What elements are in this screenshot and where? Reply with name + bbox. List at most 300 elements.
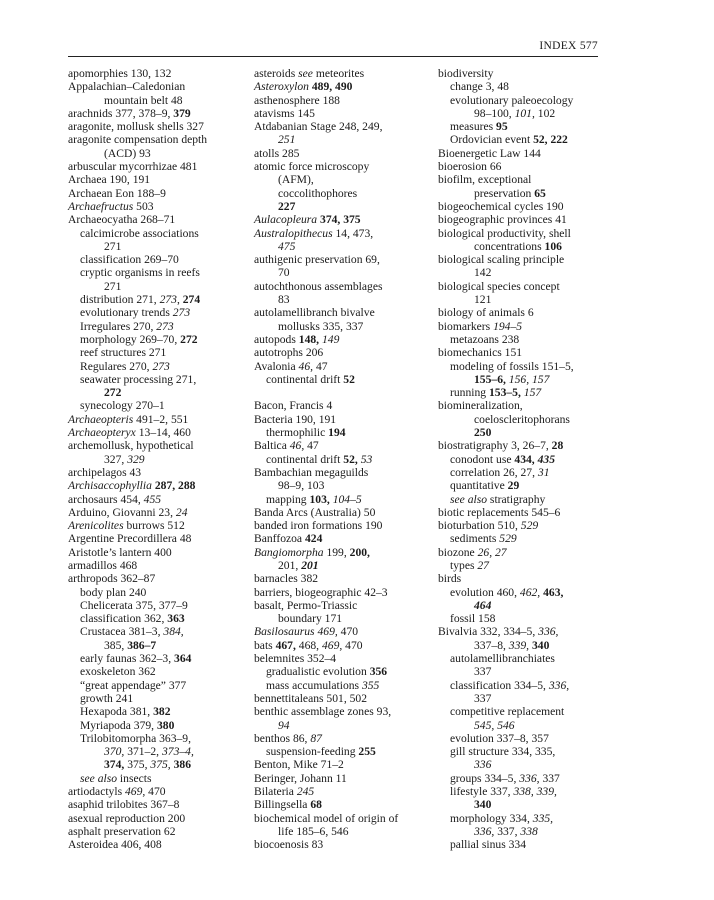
index-entry [438,732,618,745]
index-text: biochemical model of origin of [254,811,399,825]
index-text: stratigraphy [487,492,546,506]
index-entry [68,466,243,479]
index-entry [254,758,432,771]
index-entry [68,173,243,186]
index-entry [68,360,243,373]
index-text: change 3, 48 [450,80,509,94]
index-entry [438,439,618,452]
index-entry [438,798,618,811]
index-entry [68,745,243,758]
index-entry [438,679,618,692]
index-entry [438,546,618,559]
index-entry [68,546,243,559]
index-entry [438,719,618,732]
section-gap [254,386,432,399]
index-text: atolls 285 [254,146,300,160]
index-text: 153–5, [488,386,521,400]
index-text: 467, [275,638,296,652]
index-entry [68,825,243,838]
index-entry [254,625,432,638]
index-text: Trilobitomorpha 363–9, [80,731,192,745]
index-entry [438,147,618,160]
index-entry [254,227,432,240]
index-text: Appalachian–Caledonian [68,80,186,94]
index-text: 386 [173,758,191,772]
index-text: 338 [520,824,538,838]
index-text: 469, [321,638,343,652]
index-text: biotic replacements 545–6 [438,505,561,519]
index-text: pallial sinus 334 [450,838,526,852]
index-text: asteroids [254,67,299,80]
index-entry [68,213,243,226]
index-text: 272 [104,386,122,400]
index-entry [68,838,243,851]
index-text: Bangiomorpha [254,545,324,559]
index-entry [254,107,432,120]
index-text: 424 [304,532,323,546]
index-text: 380 [156,718,175,732]
index-entry [254,798,432,811]
index-text: mollusks 335, 337 [278,319,364,333]
index-text: biocoenosis 83 [254,838,324,852]
index-text: 475 [278,239,296,253]
index-text: biofilm, exceptional [438,173,532,187]
index-text: Arduino, Giovanni 23, [68,505,176,519]
index-entry [438,320,618,333]
index-text: synecology 270–1 [80,399,165,413]
index-text: 336, [519,771,540,785]
index-entry [438,532,618,545]
index-text: basalt, Permo-Triassic [254,598,358,612]
index-text: biodiversity [438,67,494,80]
index-text: burrows 512 [123,519,185,533]
index-text: evolution 337–8, 357 [450,731,549,745]
index-entry [438,506,618,519]
index-entry [68,266,243,279]
index-entry [68,599,243,612]
index-text: atavisms 145 [254,106,315,120]
index-text: archosaurs 454, [68,492,144,506]
index-entry [68,253,243,266]
index-text: gradualistic evolution [266,665,370,679]
index-text: Banffozoa [254,532,305,546]
index-text: running [450,386,489,400]
index-entry [438,519,618,532]
index-text: barnacles 382 [254,572,319,586]
index-text: coeloscleritophorans [474,412,570,426]
index-entry [254,493,432,506]
index-text: 106 [544,239,562,253]
index-text: 157 [523,386,542,400]
index-entry [438,665,618,678]
index-text: 273 [172,306,191,320]
index-text: biomarkers [438,319,494,333]
index-text: asaphid trilobites 367–8 [68,798,180,812]
index-text: 336, [548,678,570,692]
index-text: “great appendage” 377 [80,678,187,692]
index-text: distribution 271, [80,293,160,307]
index-entry [438,692,618,705]
index-text: asexual reproduction 200 [68,811,186,825]
index-text: measures [450,120,497,134]
index-text: 149 [321,332,340,346]
index-text: Hexapoda 381, [80,705,154,719]
index-text: Argentine Precordillera 48 [68,532,192,546]
index-text: 68 [310,798,322,812]
index-text: 337 [539,771,560,785]
index-text: 95 [496,120,508,134]
index-text: benthic assemblage zones 93, [254,705,392,719]
index-text: morphology 334, [450,811,533,825]
index-text: early faunas 362–3, [80,652,175,666]
index-text: 14, 473, [332,226,374,240]
index-text: mass accumulations [266,678,362,692]
index-text: 101, [514,106,535,120]
index-text: benthos 86, [254,731,311,745]
index-text: 274 [182,293,201,307]
index-entry [68,652,243,665]
index-entry [438,80,618,93]
index-text: coccolithophores [278,186,358,200]
index-text: biology of animals 6 [438,306,534,320]
index-text: bioturbation 510, [438,519,521,533]
index-text: (ACD) 93 [104,146,151,160]
index-text: 340 [531,638,550,652]
index-text: 46, [298,359,314,373]
index-text: 489, 490 [311,80,353,94]
index-entry [438,133,618,146]
index-entry [68,519,243,532]
index-text: 375, [150,758,171,772]
index-text: 52, [343,452,358,466]
index-text: calcimicrobe associations [80,226,199,240]
index-text: biological scaling principle [438,253,565,267]
index-text: Beringer, Johann 11 [254,771,347,785]
index-text: 29 [507,479,520,493]
index-entry [438,652,618,665]
index-column-2 [254,67,432,852]
index-text: morphology 269–70, [80,332,181,346]
index-text: 103, [309,492,330,506]
index-text: groups 334–5, [450,771,520,785]
index-entry [438,213,618,226]
index-entry [68,798,243,811]
index-text: archipelagos 43 [68,465,142,479]
index-entry [438,625,618,638]
index-entry [438,413,618,426]
index-text: 47 [304,439,319,453]
index-text: 470 [342,638,363,652]
index-text: Archaeocyatha 268–71 [68,213,176,227]
index-entry [68,692,243,705]
index-text: mountain belt 48 [104,93,183,107]
index-entry [254,812,432,825]
index-entry [438,493,618,506]
index-text: thermophilic [266,426,329,440]
index-text: 24 [175,505,188,519]
index-entry [254,240,432,253]
index-entry [68,812,243,825]
index-text: Bilateria [254,785,297,799]
index-text: biogeographic provinces 41 [438,213,567,227]
index-text: 545, 546 [474,718,515,732]
index-text: 194–5 [493,319,523,333]
index-text: Australopithecus [254,226,333,240]
index-text: 340 [474,798,492,812]
index-text: 65 [534,186,546,200]
index-text: Billingsella [254,798,311,812]
index-entry [68,80,243,93]
index-text: 26, 27 [477,545,507,559]
index-text: classification 362, [80,612,168,626]
index-text: belemnites 352–4 [254,652,337,666]
index-entry [438,466,618,479]
index-text: 98–100, [474,106,515,120]
index-text: arachnids 377, 378–9, [68,106,174,120]
index-text: 273 [152,359,170,373]
index-text: growth 241 [80,691,134,705]
index-entry [254,785,432,798]
index-entry [68,493,243,506]
index-text: seawater processing 271, [80,372,197,386]
index-text: bennettitaleans 501, 502 [254,691,368,705]
index-entry [68,200,243,213]
index-entry [254,306,432,319]
index-text: bats [254,638,276,652]
index-text: Ordovician event [450,133,534,147]
index-entry [254,293,432,306]
index-entry [254,719,432,732]
index-text: 503 [133,199,154,213]
index-entry [254,200,432,213]
index-entry [68,413,243,426]
index-entry [68,572,243,585]
index-entry [68,719,243,732]
index-text: 271 [104,239,122,253]
index-entry [254,692,432,705]
index-entry [254,346,432,359]
index-entry [254,572,432,585]
index-text: 364 [174,652,192,666]
index-text: biogeochemical cycles 190 [438,199,564,213]
index-text: 142 [474,266,492,280]
index-text: 94 [278,718,290,732]
index-text: meteorites [312,67,365,80]
index-entry [438,758,618,771]
index-text: Archaean Eon 188–9 [68,186,166,200]
index-entry [68,612,243,625]
index-text: life 185–6, 546 [278,824,349,838]
index-entry [254,479,432,492]
index-text: barriers, biogeographic 42–3 [254,585,388,599]
index-entry [438,453,618,466]
index-text: see also [80,771,118,785]
index-entry [254,652,432,665]
index-entry [438,572,618,585]
index-entry [438,599,618,612]
index-entry [68,227,243,240]
index-text: 356 [369,665,388,679]
index-text: 70 [278,266,290,280]
index-entry [438,426,618,439]
index-entry [438,253,618,266]
index-text: Asteroxylon [254,80,309,94]
index-entry [68,67,243,80]
index-entry [68,506,243,519]
index-entry [438,240,618,253]
index-text: Bacon, Francis 4 [254,399,333,413]
index-entry [254,120,432,133]
index-entry [438,266,618,279]
index-text: 273 [159,293,177,307]
index-text: Archaea 190, 191 [68,173,151,187]
index-entry [68,240,243,253]
index-text: evolution 460, [450,585,520,599]
index-text: 463, [543,585,564,599]
index-text: Chelicerata 375, 377–9 [80,598,188,612]
index-text: mapping [266,492,310,506]
index-text: 255 [358,745,376,759]
index-entry [254,506,432,519]
index-entry [438,705,618,718]
index-entry [438,333,618,346]
index-entry [68,120,243,133]
index-column-3 [438,67,618,852]
index-text: see also [450,492,488,506]
index-entry [254,599,432,612]
index-text: Basilosaurus [254,625,315,639]
index-text: 273 [156,319,174,333]
index-text: 462, [519,585,541,599]
index-text: Bivalvia 332, 334–5, [438,625,539,639]
index-entry [438,280,618,293]
index-text: autochthonous assemblages [254,279,383,293]
index-text: 28 [551,439,564,453]
index-text: Aristotle’s lantern 400 [68,545,172,559]
index-entry [254,373,432,386]
index-text: 121 [474,293,492,307]
index-text: 455 [143,492,162,506]
index-entry [68,426,243,439]
index-entry [438,745,618,758]
index-text: Archaefructus [68,199,134,213]
index-text: insects [117,771,152,785]
index-text: preservation [474,186,535,200]
index-text: 104–5 [332,492,362,506]
index-text: types [450,558,478,572]
index-text: birds [438,572,462,586]
index-text: bioerosion 66 [438,160,502,174]
index-text: cryptic organisms in reefs [80,266,200,280]
index-entry [254,612,432,625]
index-text: 329 [127,452,145,466]
index-text: 200, [349,545,370,559]
index-text: metazoans 238 [450,332,520,346]
index-entry [438,586,618,599]
index-text: 363 [167,612,185,626]
index-text: Bambachian megaguilds [254,465,369,479]
index-entry [68,625,243,638]
index-text: arthropods 362–87 [68,572,156,586]
index-text: correlation 26, 27, [450,465,538,479]
index-entry [254,772,432,785]
index-text: 52, 222 [533,133,568,147]
index-entry [438,94,618,107]
index-text: Atdabanian Stage 248, 249, [254,120,383,134]
index-entry [438,346,618,359]
index-entry [254,173,432,186]
index-text: Asteroidea 406, 408 [68,838,162,852]
index-entry [68,280,243,293]
index-entry [254,559,432,572]
index-text: 370, [104,745,125,759]
index-text: 199, [323,545,350,559]
index-text: biostratigraphy 3, 26–7, [438,439,552,453]
index-text: gill structure 334, 335, [450,745,556,759]
index-entry [254,519,432,532]
index-entry [68,439,243,452]
index-text: reef structures 271 [80,346,167,360]
index-entry [254,213,432,226]
index-text: 271 [104,279,122,293]
index-text: Archaeopteryx [68,426,136,440]
index-text: modeling of fossils 151–5, [450,359,574,373]
index-entry [438,200,618,213]
index-text: competitive replacement [450,705,565,719]
index-entry [68,306,243,319]
index-text: classification 334–5, [450,678,549,692]
index-text: 470 [145,785,166,799]
index-text: exoskeleton 362 [80,665,156,679]
index-entry [438,838,618,851]
index-text: Bioenergetic Law 144 [438,146,541,160]
index-text: Baltica [254,439,290,453]
index-text: 386–7 [127,638,157,652]
index-text: biomechanics 151 [438,346,523,360]
index-text: asthenosphere 188 [254,93,340,107]
index-text: 46, [289,439,305,453]
index-entry [68,346,243,359]
index-entry [254,838,432,851]
index-text: banded iron formations 190 [254,519,383,533]
index-entry [254,187,432,200]
index-entry [254,320,432,333]
index-text: 102 [534,106,556,120]
index-text: apomorphies 130, 132 [68,67,172,80]
index-entry [438,306,618,319]
index-text: 379 [173,106,191,120]
index-entry [68,479,243,492]
index-text: 53 [360,452,373,466]
index-entry [438,360,618,373]
index-text: 373–4, [161,745,194,759]
index-entry [438,293,618,306]
index-entry [68,94,243,107]
index-entry [438,479,618,492]
index-text: 338, 339, [513,785,557,799]
index-text: aragonite compensation depth [68,133,208,147]
index-text: 491–2, 551 [133,412,189,426]
index-entry [254,266,432,279]
index-text: 250 [474,426,492,440]
index-entry [254,665,432,678]
index-text: 337, [494,824,521,838]
index-column-1 [68,67,243,852]
index-text: 47 [313,359,328,373]
index-text: Arenicolites [68,519,124,533]
index-text: archemollusk, hypothetical [68,439,194,453]
index-entry [254,679,432,692]
